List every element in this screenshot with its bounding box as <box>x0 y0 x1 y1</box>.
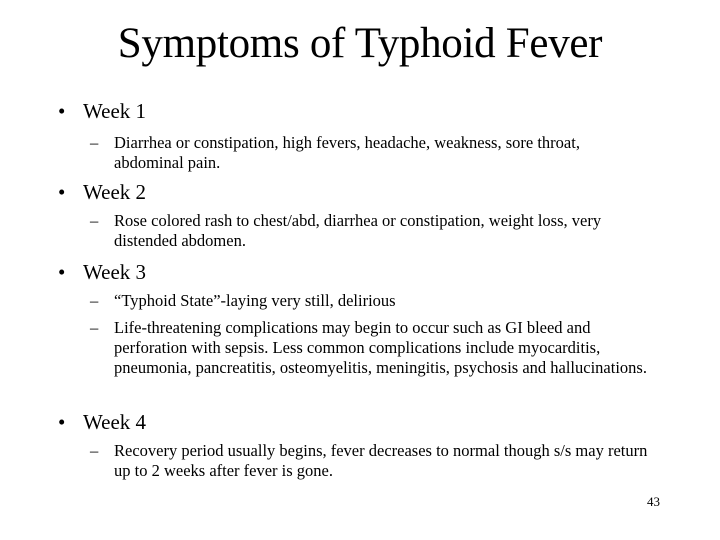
bullet-week-2 <box>58 179 146 205</box>
sub-item-text: Life-threatening complications may begin to occur such as GI bleed and perforation with sepsis. Less common complications include myocarditis, pneumonia, pancreatitis, osteomyelitis, meningitis, psychosis and hallucinations. <box>114 318 647 377</box>
bullet-label: Week 1 <box>83 99 147 123</box>
dash-icon: – <box>90 291 99 310</box>
sub-item-text: Recovery period usually begins, fever decreases to normal though s/s may return up to 2 weeks after fever is gone. <box>114 441 648 480</box>
bullet-week-1 <box>58 98 146 124</box>
dash-icon: – <box>90 441 99 460</box>
sub-item <box>90 211 650 251</box>
sub-item <box>90 133 650 173</box>
sub-item <box>90 291 650 311</box>
bullet-week-4 <box>58 409 146 435</box>
sub-item-text: “Typhoid State”-laying very still, delirious <box>114 291 396 310</box>
dash-icon: – <box>90 318 99 337</box>
slide-title: Symptoms of Typhoid Fever <box>117 20 603 67</box>
dash-icon: – <box>90 133 99 152</box>
bullet-dot-icon: • <box>58 99 66 123</box>
dash-icon: – <box>90 211 99 230</box>
page-number: 43 <box>647 494 660 509</box>
bullet-dot-icon: • <box>58 410 66 434</box>
bullet-label: Week 2 <box>83 180 147 204</box>
sub-item <box>90 318 650 378</box>
bullet-dot-icon: • <box>58 180 66 204</box>
bullet-label: Week 3 <box>83 260 147 284</box>
bullet-label: Week 4 <box>83 410 147 434</box>
sub-item-text: Diarrhea or constipation, high fevers, headache, weakness, sore throat, abdominal pain. <box>114 133 580 172</box>
bullet-dot-icon: • <box>58 260 66 284</box>
sub-item <box>90 441 650 481</box>
bullet-week-3 <box>58 259 146 285</box>
sub-item-text: Rose colored rash to chest/abd, diarrhea or constipation, weight loss, very distended abdomen. <box>114 211 602 250</box>
